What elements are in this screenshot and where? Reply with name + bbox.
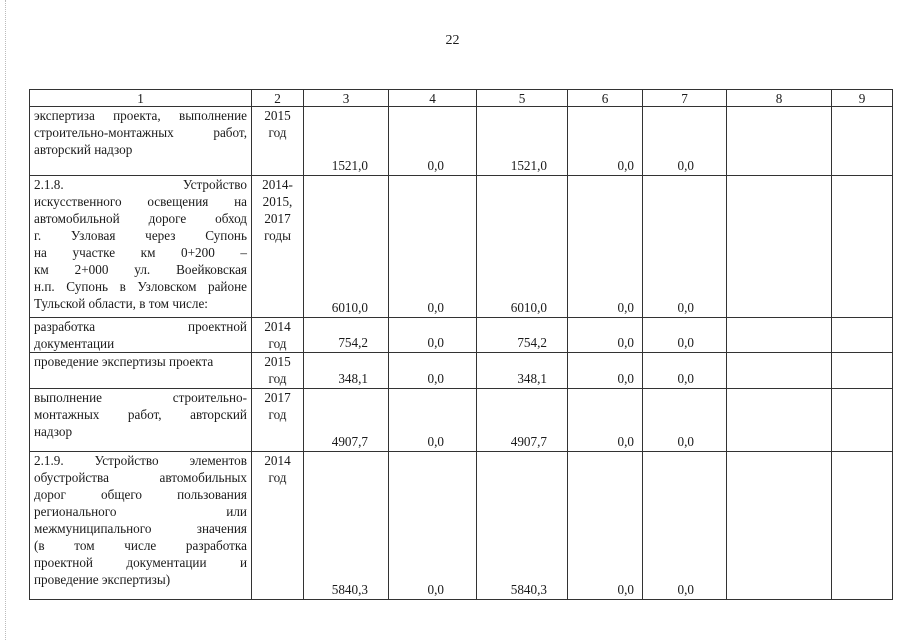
description-line: автомобильной дороге обход — [34, 211, 247, 226]
value-cell-3: 1521,0 — [304, 107, 389, 176]
value-cell-6: 0,0 — [568, 176, 643, 318]
year-line: год — [268, 371, 287, 386]
value-cell-9 — [832, 318, 893, 353]
table-row — [30, 452, 893, 600]
row-description — [30, 176, 252, 318]
value-cell-9 — [832, 176, 893, 318]
row-description — [30, 318, 252, 353]
margin-line — [5, 0, 7, 640]
value-cell-4: 0,0 — [389, 176, 477, 318]
row-year — [252, 353, 304, 389]
value-cell-3: 754,2 — [304, 318, 389, 353]
budget-table — [29, 89, 893, 600]
description-line: 2.1.9. Устройство элементов — [34, 453, 247, 468]
header-cell: 4 — [389, 90, 477, 107]
table-row — [30, 176, 893, 318]
year-line: год — [268, 407, 287, 422]
year-line: 2014 — [264, 319, 291, 334]
row-description — [30, 107, 252, 176]
description-line: на участке км 0+200 – — [34, 245, 247, 260]
value-cell-7: 0,0 — [643, 452, 727, 600]
value-cell-8 — [727, 176, 832, 318]
value-cell-7: 0,0 — [643, 389, 727, 452]
value-cell-4: 0,0 — [389, 318, 477, 353]
row-description — [30, 389, 252, 452]
value-cell-4: 0,0 — [389, 353, 477, 389]
value-cell-5: 6010,0 — [477, 176, 568, 318]
description-line: выполнение строительно- — [34, 390, 247, 405]
value-cell-4: 0,0 — [389, 452, 477, 600]
value-cell-9 — [832, 389, 893, 452]
description-line: надзор — [34, 424, 73, 439]
table-row — [30, 107, 893, 176]
value-cell-6: 0,0 — [568, 353, 643, 389]
description-line: строительно-монтажных работ, — [34, 125, 247, 140]
description-line: монтажных работ, авторский — [34, 407, 247, 422]
description-line: г. Узловая через Супонь — [34, 228, 247, 243]
year-line: 2017 — [264, 211, 291, 226]
year-line: год — [268, 336, 287, 351]
value-cell-3: 6010,0 — [304, 176, 389, 318]
header-cell: 8 — [727, 90, 832, 107]
description-line: н.п. Супонь в Узловском районе — [34, 279, 247, 294]
description-line: экспертиза проекта, выполнение — [34, 108, 247, 123]
value-cell-7: 0,0 — [643, 318, 727, 353]
value-cell-3: 5840,3 — [304, 452, 389, 600]
value-cell-7: 0,0 — [643, 176, 727, 318]
year-line: 2015, — [262, 194, 293, 209]
value-cell-6: 0,0 — [568, 318, 643, 353]
value-cell-8 — [727, 452, 832, 600]
value-cell-7: 0,0 — [643, 107, 727, 176]
description-line: проведение экспертизы) — [34, 572, 171, 587]
description-line: (в том числе разработка — [34, 538, 247, 553]
header-cell: 2 — [252, 90, 304, 107]
description-line: авторский надзор — [34, 142, 133, 157]
description-line: регионального или — [34, 504, 247, 519]
value-cell-5: 5840,3 — [477, 452, 568, 600]
row-year — [252, 318, 304, 353]
header-row — [30, 90, 893, 107]
header-cell: 6 — [568, 90, 643, 107]
description-line: проведение экспертизы проекта — [34, 354, 214, 369]
description-line: дорог общего пользования — [34, 487, 247, 502]
table-row — [30, 353, 893, 389]
value-cell-9 — [832, 353, 893, 389]
description-line: Тульской области, в том числе: — [34, 296, 208, 311]
row-year — [252, 389, 304, 452]
year-line: 2014 — [264, 453, 291, 468]
value-cell-5: 1521,0 — [477, 107, 568, 176]
value-cell-9 — [832, 107, 893, 176]
year-line: год — [268, 125, 287, 140]
description-line: разработка проектной — [34, 319, 247, 334]
value-cell-4: 0,0 — [389, 389, 477, 452]
table-row — [30, 389, 893, 452]
value-cell-8 — [727, 318, 832, 353]
description-line: межмуниципального значения — [34, 521, 247, 536]
value-cell-7: 0,0 — [643, 353, 727, 389]
year-line: год — [268, 470, 287, 485]
year-line: 2015 — [264, 354, 291, 369]
value-cell-6: 0,0 — [568, 107, 643, 176]
table-row — [30, 318, 893, 353]
row-year — [252, 176, 304, 318]
value-cell-8 — [727, 107, 832, 176]
value-cell-6: 0,0 — [568, 452, 643, 600]
year-line: 2017 — [264, 390, 291, 405]
year-line: годы — [264, 228, 291, 243]
value-cell-3: 4907,7 — [304, 389, 389, 452]
row-year — [252, 107, 304, 176]
value-cell-5: 348,1 — [477, 353, 568, 389]
value-cell-3: 348,1 — [304, 353, 389, 389]
value-cell-5: 4907,7 — [477, 389, 568, 452]
value-cell-8 — [727, 389, 832, 452]
description-line: проектной документации и — [34, 555, 247, 570]
description-line: документации — [34, 336, 115, 351]
row-description — [30, 353, 252, 389]
year-line: 2014- — [262, 177, 293, 192]
description-line: 2.1.8. Устройство — [34, 177, 247, 192]
description-line: обустройства автомобильных — [34, 470, 247, 485]
value-cell-9 — [832, 452, 893, 600]
description-line: искусственного освещения на — [34, 194, 247, 209]
page-number: 22 — [445, 33, 460, 48]
value-cell-6: 0,0 — [568, 389, 643, 452]
header-cell: 5 — [477, 90, 568, 107]
header-cell: 3 — [304, 90, 389, 107]
description-line: км 2+000 ул. Воейковская — [34, 262, 247, 277]
value-cell-8 — [727, 353, 832, 389]
header-cell: 1 — [30, 90, 252, 107]
row-description — [30, 452, 252, 600]
value-cell-4: 0,0 — [389, 107, 477, 176]
header-cell: 7 — [643, 90, 727, 107]
header-cell: 9 — [832, 90, 893, 107]
value-cell-5: 754,2 — [477, 318, 568, 353]
year-line: 2015 — [264, 108, 291, 123]
row-year — [252, 452, 304, 600]
